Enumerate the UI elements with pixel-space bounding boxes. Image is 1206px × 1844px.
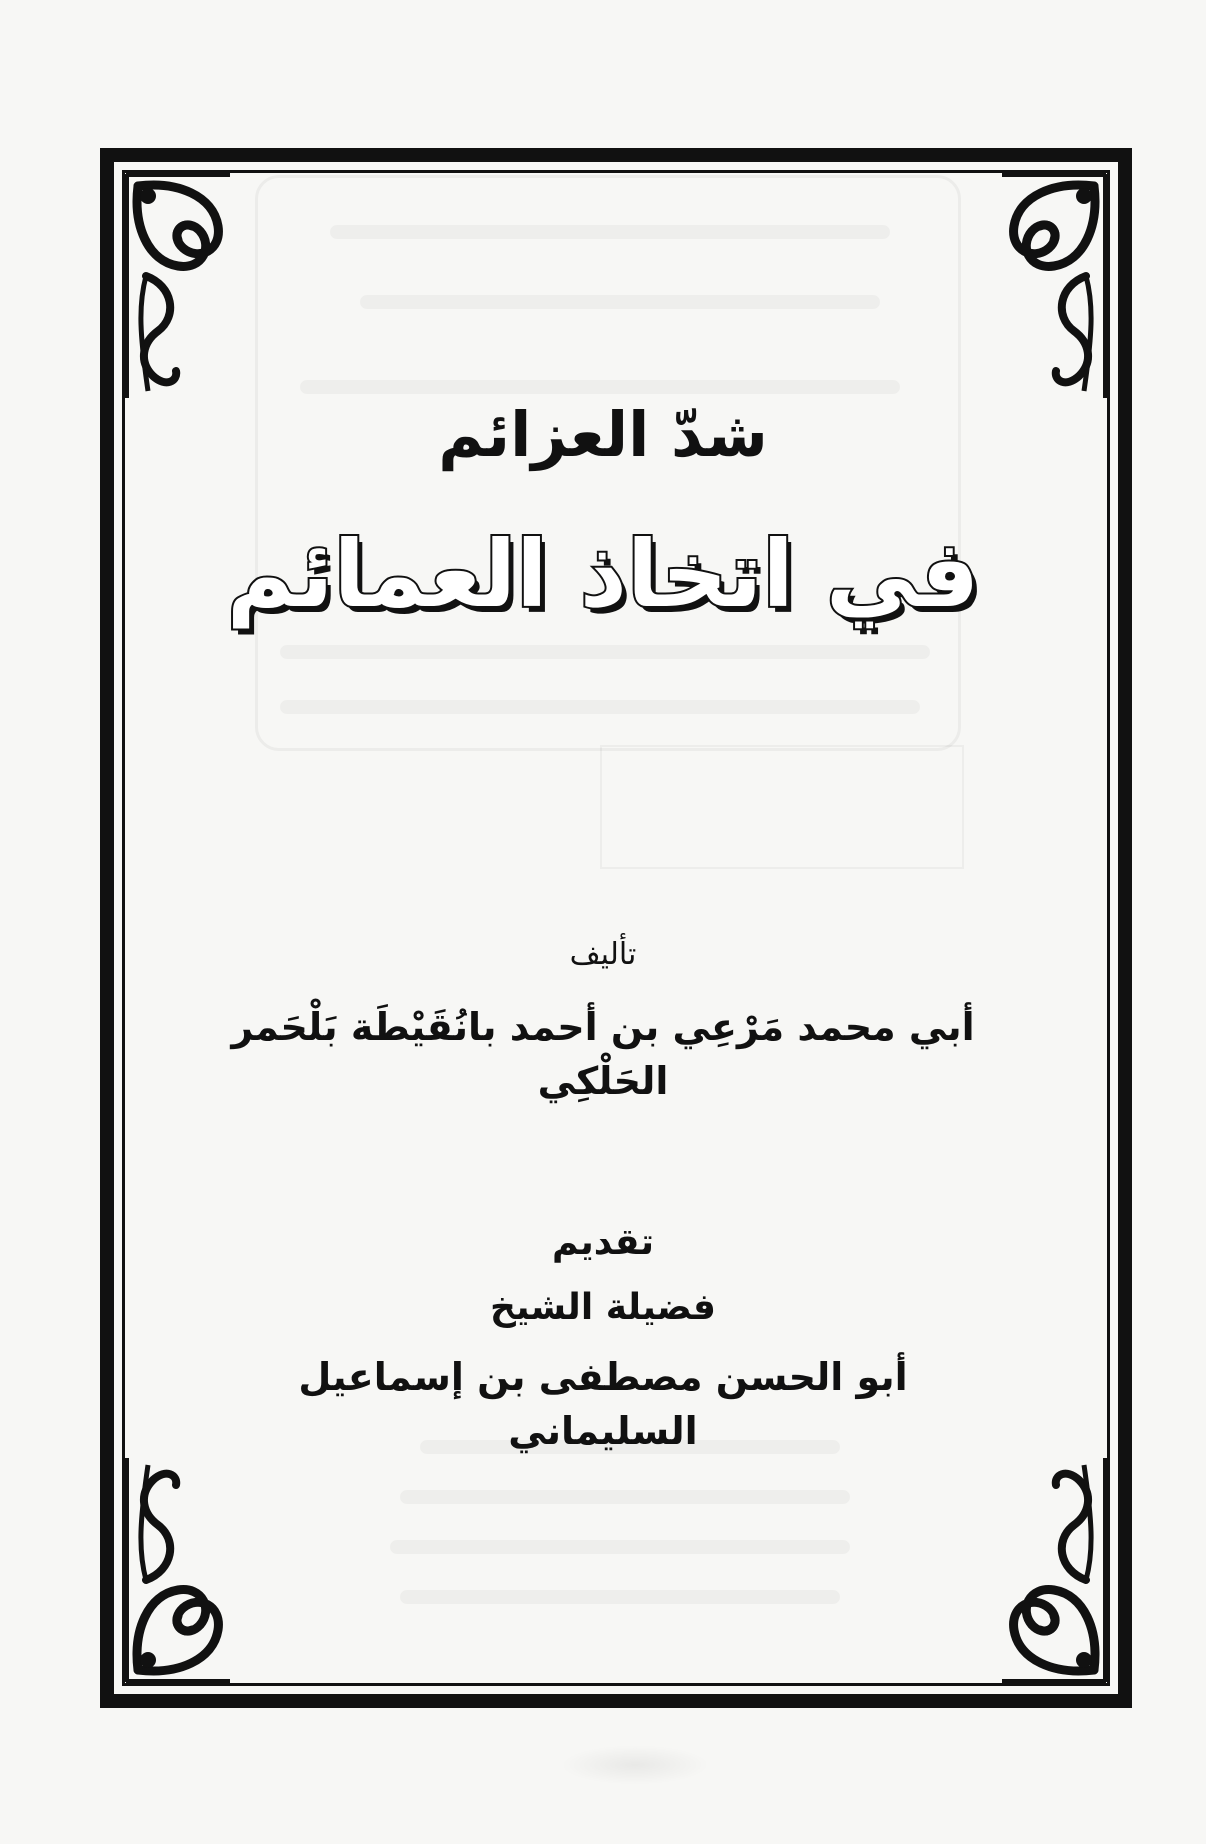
title-page-content bbox=[200, 0, 1006, 1844]
scan-smudge bbox=[560, 1745, 710, 1785]
ornamental-scroll-icon bbox=[994, 1450, 1114, 1690]
presenter-name: أبو الحسن مصطفى بن إسماعيل السليماني bbox=[298, 1355, 908, 1453]
book-title-line-1: شدّ العزائم bbox=[438, 398, 768, 471]
ornamental-scroll-icon bbox=[994, 166, 1114, 406]
book-title-line-2: في اتخاذ العمائم bbox=[226, 521, 980, 628]
author-name: أبي محمد مَرْعِي بن أحمد بانُقَيْطَة بَلْحَمر الحَلْكِي bbox=[231, 1005, 975, 1103]
authorship-label: تأليف bbox=[569, 937, 637, 972]
presenter-honorific: فضيلة الشيخ bbox=[490, 1287, 716, 1328]
introduction-label: تقديم bbox=[552, 1222, 654, 1263]
